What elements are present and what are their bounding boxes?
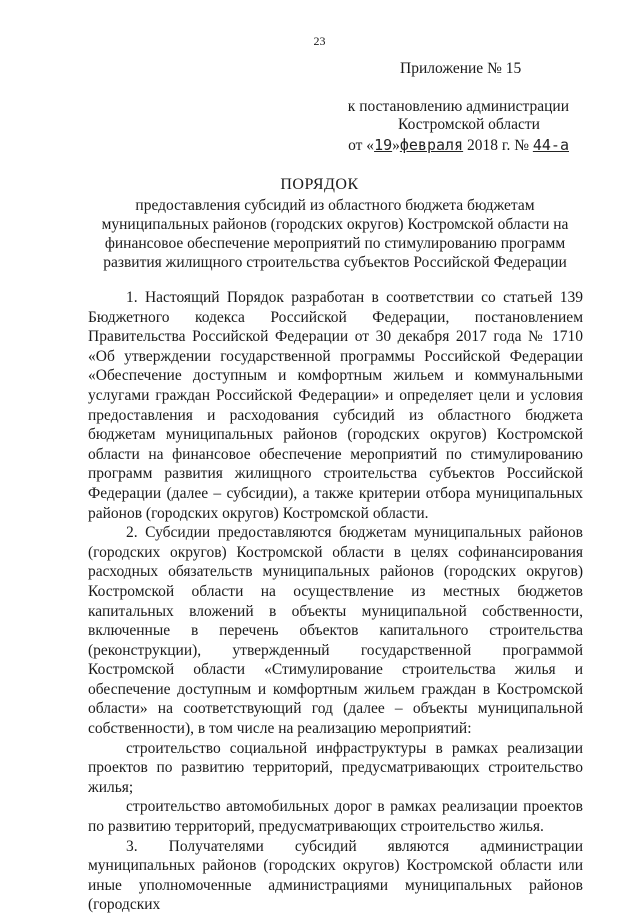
decree-number: 44-а — [532, 136, 569, 154]
page-number: 23 — [313, 34, 326, 48]
document-body — [88, 288, 583, 915]
document-subtitle: предоставления субсидий из областного бюджета бюджетам муниципальных районов (городских округов) Костромской области на финансовое обеспечение мероприятий по стимулированию программ развития жилищного строительства субъектов Российской Федерации — [101, 197, 569, 271]
decree-day: 19 — [374, 136, 393, 154]
paragraph-1: 1. Настоящий Порядок разработан в соответствии со статьей 139 Бюджетного кодекса Российской Федерации, постановлением Правительства Российской Федерации от 30 декабря 2017 года № 1710 «Об утверждении государственной программы Российской Федерации «Обеспечение доступным и комфортным жильем и коммунальными услугами граждан Российской Федерации» и определяет цели и условия предоставления и расходования субсидий из областного бюджета бюджетам муниципальных районов (городских округов) Костромской области на финансовое обеспечение мероприятий по стимулированию программ развития жилищного строительства субъектов Российской Федерации (далее – субсидии), а также критерии отбора муниципальных районов (городских округов) Костромской области. — [88, 289, 583, 522]
annex-label: Приложение № 15 — [400, 60, 522, 77]
paragraph-2: 2. Субсидии предоставляются бюджетам муниципальных районов (городских округов) Костромской области в целях софинансирования расходных обязательств муниципальных районов (городских округов) Костромской области на осуществление из местных бюджетов капитальных вложений в объекты муниципальной собственности, включенные в перечень объектов капитального строительства (реконструкции), утвержденный государственной программой Костромской области «Стимулирование строительства жилья и обеспечение доступным и комфортным жильем граждан в Костромской области» на соответствующий год (далее – объекты муниципальной собственности), в том числе на реализацию мероприятий: — [88, 524, 583, 738]
decree-line-2: Костромской области — [398, 116, 540, 133]
document-title: ПОРЯДОК — [280, 176, 359, 193]
decree-date-line — [329, 136, 569, 155]
decree-reference — [329, 98, 569, 155]
decree-line-1: к постановлению администрации — [347, 98, 569, 115]
paragraph-2-item-1: строительство социальной инфраструктуры в рамках реализации проектов по развитию территорий, предусматривающих строительство жилья; — [88, 739, 583, 796]
decree-year: 2018 г. № — [466, 137, 529, 154]
paragraph-2-item-2: строительство автомобильных дорог в рамках реализации проектов по развитию территорий, предусматривающих строительство жилья. — [88, 798, 583, 836]
date-quote-close: » — [392, 137, 400, 154]
date-prefix: от « — [348, 137, 375, 154]
decree-month: февраля — [399, 136, 464, 154]
paragraph-3: 3. Получателями субсидий являются администрации муниципальных районов (городских округов) Костромской области или иные уполномоченные администрациями муниципальных районов (городских — [88, 837, 583, 914]
